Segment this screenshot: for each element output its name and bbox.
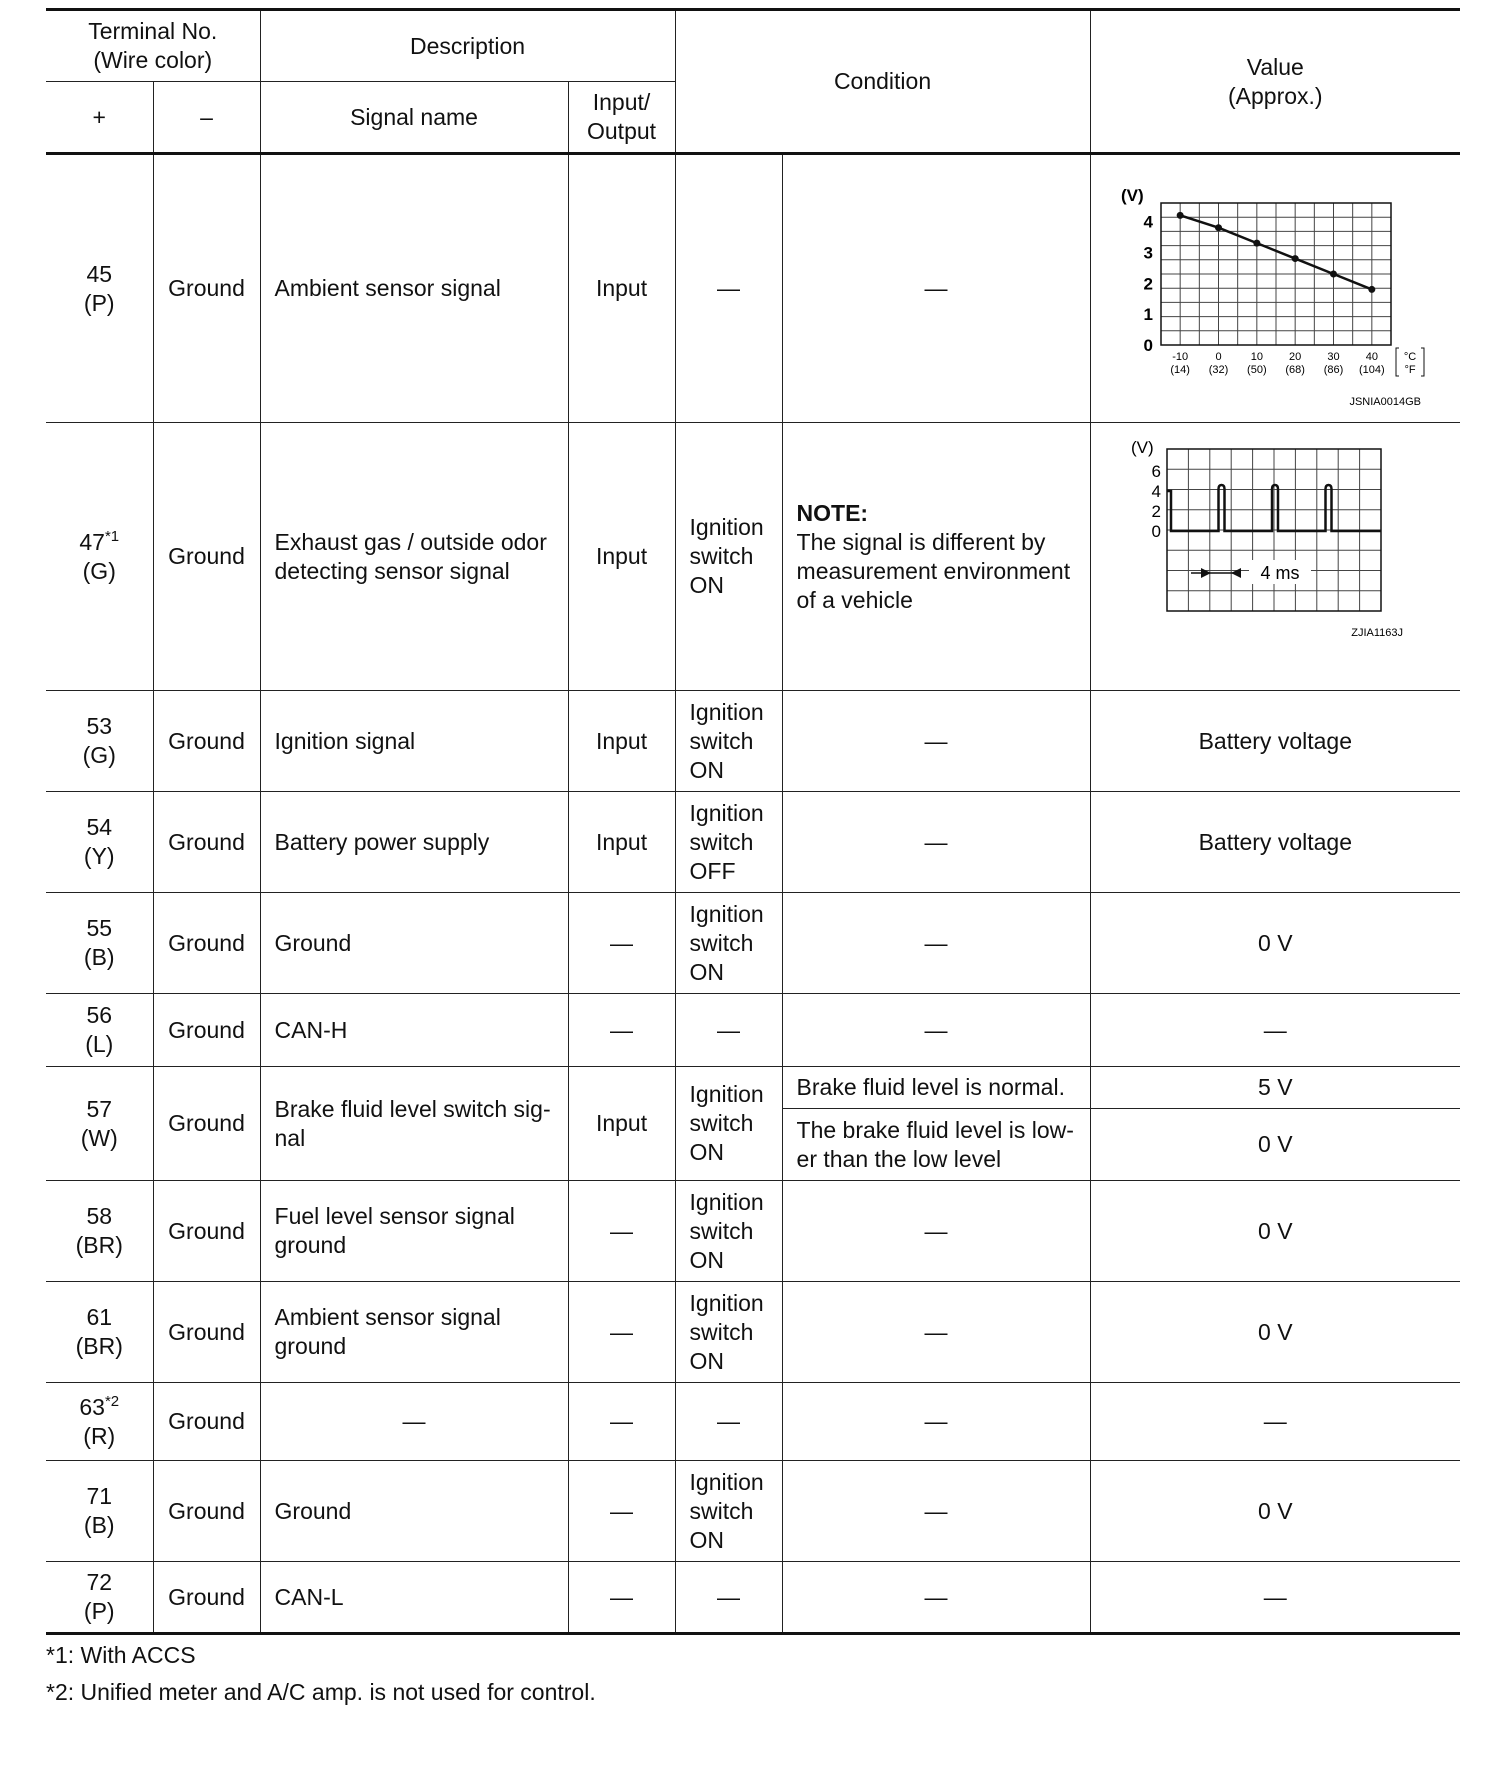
x-tick-label-celsius: 10 <box>1250 351 1263 363</box>
y-tick-label: 2 <box>1143 274 1153 294</box>
io-cell: — <box>568 1282 675 1383</box>
signal-name-cell: — <box>260 1383 568 1461</box>
terminal-cell <box>46 994 153 1067</box>
condition-cell: — <box>675 154 782 423</box>
header-approx-label: (Approx.) <box>1227 82 1323 109</box>
table-row <box>46 792 1460 893</box>
condition-detail-cell: — <box>782 691 1090 792</box>
header-value <box>1090 10 1460 154</box>
wire-color: (R) <box>83 1422 116 1449</box>
condition-cell: Ignition switch ON <box>675 1067 782 1181</box>
minus-cell: Ground <box>153 1067 260 1181</box>
value-cell: Battery voltage <box>1090 691 1460 792</box>
x-tick-label-celsius: 0 <box>1214 351 1222 363</box>
data-point <box>1215 224 1222 231</box>
header-input-output <box>568 82 675 154</box>
graph-id: JSNIA0014GB <box>1348 396 1421 408</box>
terminal-number: 61 <box>86 1304 113 1330</box>
minus-cell: Ground <box>153 423 260 691</box>
minus-cell: Ground <box>153 792 260 893</box>
condition-detail-cell: — <box>782 1383 1090 1461</box>
terminal-cell <box>46 1383 153 1461</box>
value-cell: 0 V <box>1090 1461 1460 1562</box>
terminal-number-text: 63 <box>79 1393 105 1420</box>
header-wire-color-label: (Wire color) <box>93 47 213 73</box>
minus-cell: Ground <box>153 994 260 1067</box>
condition-detail-cell: — <box>782 893 1090 994</box>
header-io-line1: Input/ <box>592 89 651 115</box>
header-value-label: Value <box>1246 53 1304 80</box>
value-cell <box>1090 154 1460 423</box>
value-cell: 0 V <box>1090 1181 1460 1282</box>
condition-cell: Ignition switch OFF <box>675 792 782 893</box>
x-tick-label-celsius: 20 <box>1288 351 1301 363</box>
terminal-number <box>46 1393 153 1422</box>
terminal-number <box>46 528 153 557</box>
terminal-number: 55 <box>86 915 113 941</box>
value-cell: 0 V <box>1090 1282 1460 1383</box>
signal-name-cell: Fuel level sensor signal ground <box>260 1181 568 1282</box>
signal-name-cell: Ambient sensor signal <box>260 154 568 423</box>
condition-note-cell <box>782 423 1090 691</box>
condition-cell: Ignition switch ON <box>675 691 782 792</box>
condition-cell: — <box>675 1562 782 1634</box>
period-arrow-left-head <box>1231 568 1241 578</box>
minus-cell: Ground <box>153 691 260 792</box>
io-cell: — <box>568 1562 675 1634</box>
value-cell: — <box>1090 994 1460 1067</box>
minus-cell: Ground <box>153 1282 260 1383</box>
x-tick-label-celsius: -10 <box>1171 351 1188 363</box>
wire-color: (P) <box>83 1598 115 1624</box>
note-heading: NOTE: <box>796 499 869 526</box>
table-row <box>46 893 1460 994</box>
minus-cell: Ground <box>153 893 260 994</box>
signal-name-cell: Ground <box>260 893 568 994</box>
value-cell: Battery voltage <box>1090 792 1460 893</box>
x-tick-label-fahrenheit: (86) <box>1323 364 1343 376</box>
condition-detail-cell: — <box>782 154 1090 423</box>
signal-name-cell: CAN-H <box>260 994 568 1067</box>
minus-cell: Ground <box>153 1461 260 1562</box>
data-point <box>1291 255 1298 262</box>
terminal-number: 58 <box>86 1203 113 1229</box>
terminal-cell <box>46 423 153 691</box>
value-cell: — <box>1090 1383 1460 1461</box>
table-row <box>46 994 1460 1067</box>
period-label: 4 ms <box>1260 563 1300 583</box>
ambient-sensor-voltage-graph <box>1091 155 1459 415</box>
x-tick-label-fahrenheit: (50) <box>1246 364 1267 376</box>
y-tick-label: 0 <box>1143 336 1153 355</box>
condition-detail-cell: — <box>782 1562 1090 1634</box>
terminal-number: 53 <box>86 713 113 739</box>
terminal-cell <box>46 1461 153 1562</box>
wire-color: (W) <box>80 1124 118 1151</box>
condition-detail-cell: — <box>782 1181 1090 1282</box>
wire-color: (P) <box>83 289 115 316</box>
graph-id: ZJIA1163J <box>1350 627 1403 639</box>
header-minus: – <box>153 82 260 154</box>
signal-name-cell: Ambient sensor signal ground <box>260 1282 568 1383</box>
condition-cell: — <box>675 994 782 1067</box>
condition-detail-cell: — <box>782 792 1090 893</box>
y-tick-label: 2 <box>1151 502 1161 521</box>
wire-color: (G) <box>82 742 116 768</box>
table-row <box>46 1461 1460 1562</box>
terminal-cell <box>46 792 153 893</box>
value-cell: 0 V <box>1090 893 1460 994</box>
condition-detail-cell: — <box>782 994 1090 1067</box>
wire-color: (L) <box>85 1031 114 1057</box>
x-unit-celsius: °C <box>1403 351 1416 363</box>
condition-cell: Ignition switch ON <box>675 1181 782 1282</box>
io-cell: — <box>568 994 675 1067</box>
data-point <box>1253 240 1260 247</box>
header-description: Description <box>260 10 675 82</box>
terminal-table-document <box>46 8 1460 1707</box>
condition-detail-cell: The brake fluid level is low-er than the low level <box>782 1109 1090 1181</box>
x-tick-label-celsius: 30 <box>1326 351 1340 363</box>
signal-name-cell: Brake fluid level switch sig-nal <box>260 1067 568 1181</box>
signal-name-cell: Ignition signal <box>260 691 568 792</box>
odor-sensor-pulse-graph <box>1091 423 1459 683</box>
y-axis-unit: (V) <box>1130 438 1154 457</box>
minus-cell: Ground <box>153 154 260 423</box>
condition-cell: — <box>675 1383 782 1461</box>
terminal-number: 57 <box>86 1095 113 1122</box>
io-cell: Input <box>568 792 675 893</box>
condition-cell: Ignition switch ON <box>675 893 782 994</box>
data-point <box>1330 271 1337 278</box>
terminal-cell <box>46 1282 153 1383</box>
wire-color: (BR) <box>75 1333 123 1359</box>
header-signal-name: Signal name <box>260 82 568 154</box>
x-tick-label-fahrenheit: (68) <box>1284 364 1305 376</box>
condition-detail-cell: — <box>782 1282 1090 1383</box>
value-cell <box>1090 423 1460 691</box>
io-cell: Input <box>568 691 675 792</box>
terminal-cell <box>46 691 153 792</box>
header-plus: + <box>46 82 153 154</box>
condition-cell: Ignition switch ON <box>675 1282 782 1383</box>
footnote-marker: *2 <box>104 1392 120 1410</box>
footnotes <box>46 1641 1460 1707</box>
signal-name-cell: Battery power supply <box>260 792 568 893</box>
x-unit-fahrenheit: °F <box>1403 364 1416 376</box>
io-cell: — <box>568 1181 675 1282</box>
signal-name-cell: Exhaust gas / outside odor detecting sensor signal <box>260 423 568 691</box>
y-axis-unit: (V) <box>1120 186 1144 205</box>
condition-cell: Ignition switch ON <box>675 1461 782 1562</box>
terminal-number-text: 47 <box>79 528 105 555</box>
value-cell: 0 V <box>1090 1109 1460 1181</box>
io-cell: Input <box>568 423 675 691</box>
io-cell: — <box>568 893 675 994</box>
y-tick-label: 0 <box>1151 522 1161 541</box>
footnote-1: *1: With ACCS <box>46 1642 196 1668</box>
minus-cell: Ground <box>153 1383 260 1461</box>
io-cell: — <box>568 1461 675 1562</box>
y-tick-label: 1 <box>1143 305 1153 325</box>
signal-name-cell: Ground <box>260 1461 568 1562</box>
terminal-number: 72 <box>86 1569 113 1595</box>
header-condition: Condition <box>675 10 1090 154</box>
note-body: The signal is different by measurement environment of a vehicle <box>796 528 1071 613</box>
terminal-number: 71 <box>86 1483 113 1509</box>
x-tick-label-fahrenheit: (32) <box>1208 364 1228 376</box>
terminal-cell <box>46 1562 153 1634</box>
terminal-cell <box>46 1067 153 1181</box>
terminal-cell <box>46 893 153 994</box>
table-row <box>46 691 1460 792</box>
value-cell: 5 V <box>1090 1067 1460 1109</box>
wire-color: (B) <box>83 944 115 970</box>
x-tick-label-fahrenheit: (14) <box>1169 364 1190 376</box>
terminal-number: 56 <box>86 1002 113 1028</box>
terminal-cell <box>46 1181 153 1282</box>
terminal-number: 45 <box>86 260 113 287</box>
header-terminal-label: Terminal No. <box>88 18 218 44</box>
x-tick-label-fahrenheit: (104) <box>1358 364 1385 376</box>
terminal-table <box>46 8 1460 1635</box>
data-point <box>1176 212 1183 219</box>
io-cell: Input <box>568 154 675 423</box>
table-row <box>46 1181 1460 1282</box>
condition-detail-cell: Brake fluid level is normal. <box>782 1067 1090 1109</box>
minus-cell: Ground <box>153 1181 260 1282</box>
minus-cell: Ground <box>153 1562 260 1634</box>
signal-name-cell: CAN-L <box>260 1562 568 1634</box>
io-cell: — <box>568 1383 675 1461</box>
x-tick-label-celsius: 40 <box>1365 351 1378 363</box>
data-point <box>1368 286 1375 293</box>
table-row <box>46 1383 1460 1461</box>
wire-color: (Y) <box>83 843 115 869</box>
y-tick-label: 4 <box>1143 212 1153 232</box>
condition-cell: Ignition switch ON <box>675 423 782 691</box>
y-tick-label: 4 <box>1151 482 1161 501</box>
footnote-2: *2: Unified meter and A/C amp. is not used for control. <box>46 1679 596 1705</box>
table-row <box>46 423 1460 691</box>
table-row <box>46 1067 1460 1109</box>
wire-color: (BR) <box>75 1232 123 1258</box>
footnote-marker: *1 <box>104 527 120 545</box>
table-row <box>46 1282 1460 1383</box>
terminal-number: 54 <box>86 814 113 840</box>
table-row <box>46 1562 1460 1634</box>
y-tick-label: 6 <box>1151 462 1161 481</box>
header-io-line2: Output <box>587 118 657 144</box>
io-cell: Input <box>568 1067 675 1181</box>
wire-color: (G) <box>82 557 116 584</box>
wire-color: (B) <box>83 1512 115 1538</box>
condition-detail-cell: — <box>782 1461 1090 1562</box>
value-cell: — <box>1090 1562 1460 1634</box>
y-tick-label: 3 <box>1143 243 1153 263</box>
table-row <box>46 154 1460 423</box>
header-terminal <box>46 10 260 82</box>
terminal-cell <box>46 154 153 423</box>
